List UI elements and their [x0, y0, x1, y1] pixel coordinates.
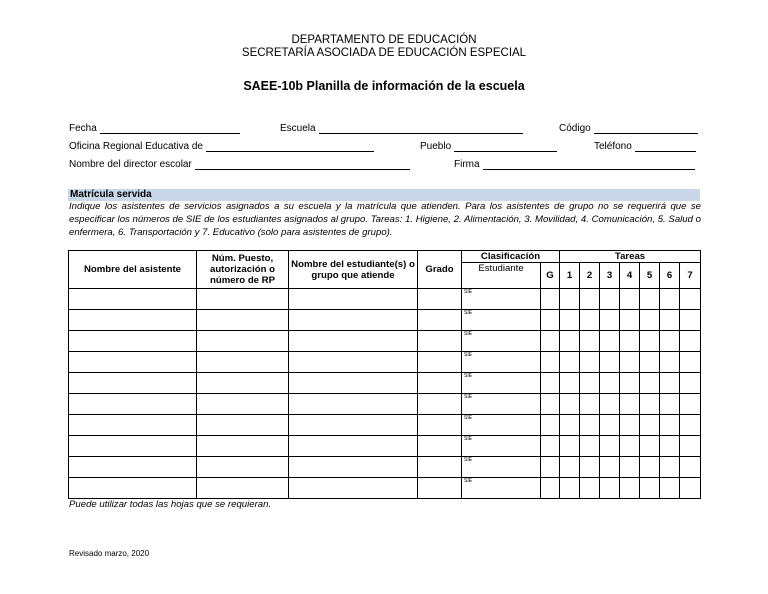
table-cell[interactable] — [560, 310, 580, 331]
col-header-asistente: Nombre del asistente — [69, 251, 197, 289]
sie-label: SIE — [464, 436, 473, 442]
table-cell[interactable] — [620, 478, 640, 499]
table-cell[interactable] — [580, 331, 600, 352]
fecha-label: Fecha — [69, 123, 97, 134]
table-cell[interactable] — [69, 352, 197, 373]
table-cell[interactable] — [660, 352, 680, 373]
table-cell[interactable] — [289, 352, 418, 373]
table-cell[interactable] — [462, 352, 541, 373]
table-cell[interactable] — [541, 289, 560, 310]
footnote: Puede utilizar todas las hojas que se requieran. — [69, 499, 272, 510]
table-row — [69, 373, 701, 394]
table-cell[interactable] — [69, 457, 197, 478]
table-cell[interactable] — [600, 436, 620, 457]
col-header-tarea-5: 5 — [640, 263, 660, 289]
escuela-label: Escuela — [280, 123, 316, 134]
col-header-clasif-estudiante: Estudiante — [462, 263, 541, 289]
table-cell[interactable] — [541, 394, 560, 415]
table-cell[interactable] — [289, 373, 418, 394]
table-cell[interactable] — [69, 289, 197, 310]
table-cell[interactable] — [660, 331, 680, 352]
table-cell[interactable] — [640, 478, 660, 499]
table-cell[interactable] — [680, 478, 701, 499]
table-cell[interactable] — [541, 436, 560, 457]
table-cell[interactable] — [462, 436, 541, 457]
table-cell[interactable] — [462, 394, 541, 415]
document-header — [0, 34, 768, 60]
table-cell[interactable] — [462, 478, 541, 499]
table-cell[interactable] — [418, 436, 462, 457]
oficina-field[interactable] — [69, 141, 374, 152]
table-cell[interactable] — [418, 331, 462, 352]
table-cell[interactable] — [600, 415, 620, 436]
table-cell[interactable] — [462, 289, 541, 310]
table-cell[interactable] — [600, 394, 620, 415]
table-row — [69, 310, 701, 331]
table-cell[interactable] — [418, 352, 462, 373]
pueblo-line[interactable] — [454, 141, 557, 152]
telefono-line[interactable] — [635, 141, 696, 152]
table-cell[interactable] — [541, 373, 560, 394]
table-cell[interactable] — [640, 457, 660, 478]
sie-label: SIE — [464, 331, 473, 337]
table-cell[interactable] — [541, 310, 560, 331]
table-cell[interactable] — [580, 352, 600, 373]
table-row — [69, 436, 701, 457]
table-body — [69, 289, 701, 499]
telefono-field[interactable] — [594, 141, 696, 152]
table-cell[interactable] — [462, 373, 541, 394]
secretariat-name: SECRETARÍA ASOCIADA DE EDUCACIÓN ESPECIAL — [241, 47, 527, 59]
table-cell[interactable] — [289, 394, 418, 415]
col-header-tarea-1: 1 — [560, 263, 580, 289]
revision-date: Revisado marzo, 2020 — [69, 549, 150, 558]
codigo-field[interactable] — [559, 123, 698, 134]
sie-label: SIE — [464, 373, 473, 379]
table-cell[interactable] — [580, 394, 600, 415]
table-cell[interactable] — [197, 436, 289, 457]
table-cell[interactable] — [418, 289, 462, 310]
oficina-line[interactable] — [206, 141, 374, 152]
col-header-puesto: Núm. Puesto, autorización o número de RP — [197, 251, 289, 289]
table-cell[interactable] — [69, 478, 197, 499]
table-row — [69, 457, 701, 478]
table-cell[interactable] — [680, 457, 701, 478]
table-cell[interactable] — [560, 415, 580, 436]
table-cell[interactable] — [462, 331, 541, 352]
table-cell[interactable] — [560, 373, 580, 394]
table-cell[interactable] — [462, 310, 541, 331]
sie-label: SIE — [464, 457, 473, 463]
table-cell[interactable] — [418, 415, 462, 436]
table-cell[interactable] — [660, 457, 680, 478]
table-cell[interactable] — [600, 478, 620, 499]
sie-label: SIE — [464, 289, 473, 295]
table-cell[interactable] — [560, 457, 580, 478]
table-cell[interactable] — [620, 457, 640, 478]
col-header-tareas: Tareas — [560, 251, 701, 263]
table-cell[interactable] — [541, 457, 560, 478]
pueblo-label: Pueblo — [420, 141, 452, 152]
codigo-line[interactable] — [594, 123, 698, 134]
table-cell[interactable] — [680, 415, 701, 436]
director-field[interactable] — [69, 159, 410, 170]
table-cell[interactable] — [289, 415, 418, 436]
table-cell[interactable] — [680, 352, 701, 373]
field-row-3 — [69, 159, 699, 173]
table-row — [69, 331, 701, 352]
table-cell[interactable] — [660, 394, 680, 415]
col-header-tarea-2: 2 — [580, 263, 600, 289]
col-header-grado: Grado — [418, 251, 462, 289]
table-cell[interactable] — [541, 478, 560, 499]
table-cell[interactable] — [680, 394, 701, 415]
col-header-tarea-4: 4 — [620, 263, 640, 289]
table-cell[interactable] — [560, 331, 580, 352]
table-cell[interactable] — [640, 394, 660, 415]
table-cell[interactable] — [640, 415, 660, 436]
table-cell[interactable] — [197, 331, 289, 352]
table-cell[interactable] — [660, 436, 680, 457]
table-cell[interactable] — [197, 289, 289, 310]
oficina-label: Oficina Regional Educativa de — [69, 141, 203, 152]
table-cell[interactable] — [620, 394, 640, 415]
table-cell[interactable] — [680, 436, 701, 457]
table-cell[interactable] — [640, 331, 660, 352]
table-cell[interactable] — [418, 373, 462, 394]
table-cell[interactable] — [620, 289, 640, 310]
table-cell[interactable] — [541, 352, 560, 373]
firma-label: Firma — [454, 159, 480, 170]
department-name: DEPARTAMENTO DE EDUCACIÓN — [291, 34, 477, 46]
table-cell[interactable] — [197, 457, 289, 478]
table-cell[interactable] — [560, 478, 580, 499]
table-cell[interactable] — [560, 394, 580, 415]
table-row — [69, 289, 701, 310]
table-cell[interactable] — [289, 478, 418, 499]
table-cell[interactable] — [580, 436, 600, 457]
col-header-tarea-6: 6 — [660, 263, 680, 289]
col-header-tarea-7: 7 — [680, 263, 701, 289]
table-cell[interactable] — [289, 331, 418, 352]
table-cell[interactable] — [69, 415, 197, 436]
fecha-line[interactable] — [100, 123, 240, 134]
table-cell[interactable] — [541, 331, 560, 352]
table-cell[interactable] — [620, 310, 640, 331]
table-cell[interactable] — [640, 289, 660, 310]
director-label: Nombre del director escolar — [69, 159, 192, 170]
table-cell[interactable] — [462, 415, 541, 436]
table-cell[interactable] — [660, 373, 680, 394]
firma-line[interactable] — [483, 159, 695, 170]
table-cell[interactable] — [289, 457, 418, 478]
table-cell[interactable] — [660, 478, 680, 499]
director-line[interactable] — [195, 159, 410, 170]
field-row-1 — [69, 123, 699, 137]
telefono-label: Teléfono — [594, 141, 632, 152]
table-cell[interactable] — [580, 457, 600, 478]
table-cell[interactable] — [289, 310, 418, 331]
table-cell[interactable] — [462, 457, 541, 478]
table-cell[interactable] — [680, 289, 701, 310]
table-cell[interactable] — [680, 331, 701, 352]
sie-label: SIE — [464, 415, 473, 421]
table-cell[interactable] — [640, 310, 660, 331]
table-cell[interactable] — [560, 352, 580, 373]
table-cell[interactable] — [289, 436, 418, 457]
table-cell[interactable] — [69, 373, 197, 394]
table-cell[interactable] — [600, 310, 620, 331]
table-cell[interactable] — [69, 331, 197, 352]
table-cell[interactable] — [197, 415, 289, 436]
table-cell[interactable] — [600, 289, 620, 310]
table-cell[interactable] — [660, 289, 680, 310]
table-cell[interactable] — [620, 373, 640, 394]
table-cell[interactable] — [580, 310, 600, 331]
col-header-tarea-3: 3 — [600, 263, 620, 289]
table-cell[interactable] — [620, 436, 640, 457]
escuela-field[interactable] — [280, 123, 523, 134]
table-cell[interactable] — [580, 373, 600, 394]
col-header-clasif-g: G — [541, 263, 560, 289]
table-cell[interactable] — [69, 436, 197, 457]
escuela-line[interactable] — [319, 123, 523, 134]
col-header-estudiante: Nombre del estudiante(s) o grupo que atiende — [289, 251, 418, 289]
table-cell[interactable] — [197, 394, 289, 415]
table-cell[interactable] — [660, 310, 680, 331]
table-cell[interactable] — [197, 373, 289, 394]
table-cell[interactable] — [418, 310, 462, 331]
table-cell[interactable] — [640, 436, 660, 457]
table-row — [69, 478, 701, 499]
table-cell[interactable] — [600, 373, 620, 394]
table-cell[interactable] — [640, 352, 660, 373]
sie-label: SIE — [464, 478, 473, 484]
table-cell[interactable] — [560, 289, 580, 310]
sie-label: SIE — [464, 352, 473, 358]
table-cell[interactable] — [289, 289, 418, 310]
table-cell[interactable] — [197, 478, 289, 499]
table-cell[interactable] — [418, 457, 462, 478]
section-title-bar: Matrícula servida — [68, 189, 700, 201]
table-cell[interactable] — [640, 373, 660, 394]
table-cell[interactable] — [680, 373, 701, 394]
fecha-field[interactable] — [69, 123, 240, 134]
table-cell[interactable] — [620, 352, 640, 373]
table-cell[interactable] — [600, 352, 620, 373]
table-cell[interactable] — [69, 310, 197, 331]
table-cell[interactable] — [418, 394, 462, 415]
codigo-label: Código — [559, 123, 591, 134]
table-row — [69, 352, 701, 373]
firma-field[interactable] — [454, 159, 695, 170]
table-cell[interactable] — [600, 457, 620, 478]
table-cell[interactable] — [418, 478, 462, 499]
table-cell[interactable] — [197, 352, 289, 373]
section-instructions: Indique los asistentes de servicios asignados a su escuela y la matrícula que atienden. Para los asistentes de grupo no se requerirá que se especificar los números de SIE de los estudiantes asignados al grupo. Tareas: 1. Higiene, 2. Alimentación, 3. Movilidad, 4. Comunicación, 5. Salud o enfermera, 6. Transportación y 7. Educativo (solo para asistentes de grupo). — [69, 201, 701, 238]
field-row-2 — [69, 141, 699, 155]
sie-label: SIE — [464, 310, 473, 316]
table-cell[interactable] — [580, 478, 600, 499]
table-cell[interactable] — [660, 415, 680, 436]
table-cell[interactable] — [541, 415, 560, 436]
table-cell[interactable] — [680, 310, 701, 331]
table-row — [69, 415, 701, 436]
table-cell[interactable] — [580, 289, 600, 310]
form-title: SAEE-10b Planilla de información de la escuela — [243, 79, 525, 93]
table-cell[interactable] — [560, 436, 580, 457]
table-cell[interactable] — [600, 331, 620, 352]
table-cell[interactable] — [197, 310, 289, 331]
sie-label: SIE — [464, 394, 473, 400]
assistants-table — [68, 250, 701, 499]
table-cell[interactable] — [620, 415, 640, 436]
table-cell[interactable] — [69, 394, 197, 415]
pueblo-field[interactable] — [420, 141, 557, 152]
col-header-clasificacion: Clasificación — [462, 251, 560, 263]
table-cell[interactable] — [620, 331, 640, 352]
table-cell[interactable] — [580, 415, 600, 436]
table-row — [69, 394, 701, 415]
